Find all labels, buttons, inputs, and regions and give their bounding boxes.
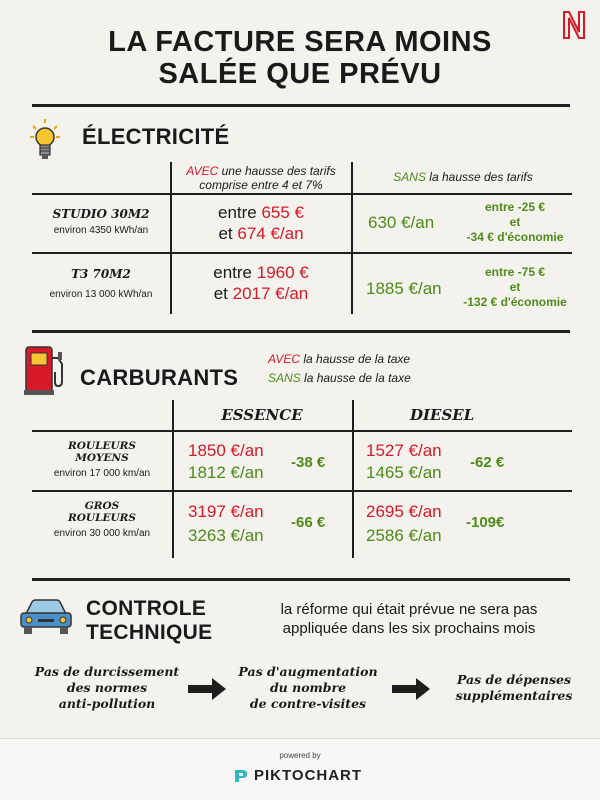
fuel-pump-icon: [24, 344, 66, 396]
diesel-values: 2695 €/an 2586 €/an: [366, 502, 442, 545]
col-header-essence: ESSENCE: [221, 406, 303, 424]
arrow-right-icon: [392, 676, 432, 702]
brand-name: PIKTOCHART: [254, 767, 363, 784]
elec-row-label: STUDIO 30M2 environ 4350 kWh/an: [52, 207, 150, 236]
title-line-2: SALÉE QUE PRÉVU: [158, 58, 442, 90]
footer: [0, 738, 600, 800]
col-header-without: SANS la hausse des tarifs: [393, 170, 533, 184]
ct-step-2: Pas d'augmentation du nombre de contre-visites: [238, 664, 378, 711]
elec-without-value: 630 €/an: [368, 213, 435, 232]
page-title: [70, 26, 530, 90]
col-header-diesel: DIESEL: [410, 406, 475, 424]
fuel-legend: AVEC la hausse de la taxe SANS la hausse de la taxe: [268, 352, 411, 385]
lightbulb-icon: [30, 117, 60, 163]
fuel-row-label: GROS ROULEURS environ 30 000 km/an: [53, 500, 151, 539]
elec-with-value: entre 655 € et 674 €/an: [217, 203, 305, 243]
brand-logo-icon: [560, 8, 588, 42]
table-line: [351, 162, 353, 314]
divider: [32, 578, 570, 581]
ct-heading: CONTROLE TECHNIQUE: [86, 597, 213, 644]
divider: [32, 330, 570, 333]
piktochart-logo-icon: [232, 767, 250, 785]
diesel-saving: -62 €: [470, 454, 505, 471]
title-line-1: LA FACTURE SERA MOINS: [108, 26, 492, 58]
essence-values: 1850 €/an 1812 €/an: [188, 441, 264, 482]
table-line: [32, 430, 572, 432]
fuel-row-label: ROULEURS MOYENS environ 17 000 km/an: [53, 440, 151, 479]
table-line: [32, 193, 572, 195]
ct-step-1: Pas de durcissement des normes anti-pollution: [34, 664, 180, 711]
table-line: [32, 490, 572, 492]
diesel-saving: -109€: [466, 514, 505, 531]
elec-saving: entre -75 € et -132 € d'économie: [463, 265, 567, 309]
elec-with-value: entre 1960 € et 2017 €/an: [213, 263, 309, 303]
electricity-heading: ÉLECTRICITÉ: [82, 124, 230, 149]
elec-without-value: 1885 €/an: [366, 279, 442, 298]
ct-step-3: Pas de dépenses supplémentaires: [455, 672, 573, 703]
col-header-with: AVEC une hausse des tarifs comprise entre 4 et 7%: [186, 164, 336, 192]
powered-by-text: powered by: [279, 751, 321, 760]
piktochart-brand[interactable]: [232, 765, 372, 787]
ct-description: la réforme qui était prévue ne sera pas appliquée dans les six prochains mois: [280, 601, 538, 637]
table-line: [352, 400, 354, 558]
elec-saving: entre -25 € et -34 € d'économie: [466, 200, 564, 244]
car-icon: [18, 596, 74, 636]
essence-values: 3197 €/an 3263 €/an: [188, 502, 264, 545]
arrow-right-icon: [188, 676, 228, 702]
elec-row-label: T3 70M2 environ 13 000 kWh/an: [49, 267, 153, 300]
essence-saving: -66 €: [291, 514, 326, 531]
essence-saving: -38 €: [291, 454, 326, 471]
divider: [32, 104, 570, 107]
table-line: [32, 252, 572, 254]
diesel-values: 1527 €/an 1465 €/an: [366, 441, 442, 482]
fuel-heading: CARBURANTS: [80, 365, 239, 390]
